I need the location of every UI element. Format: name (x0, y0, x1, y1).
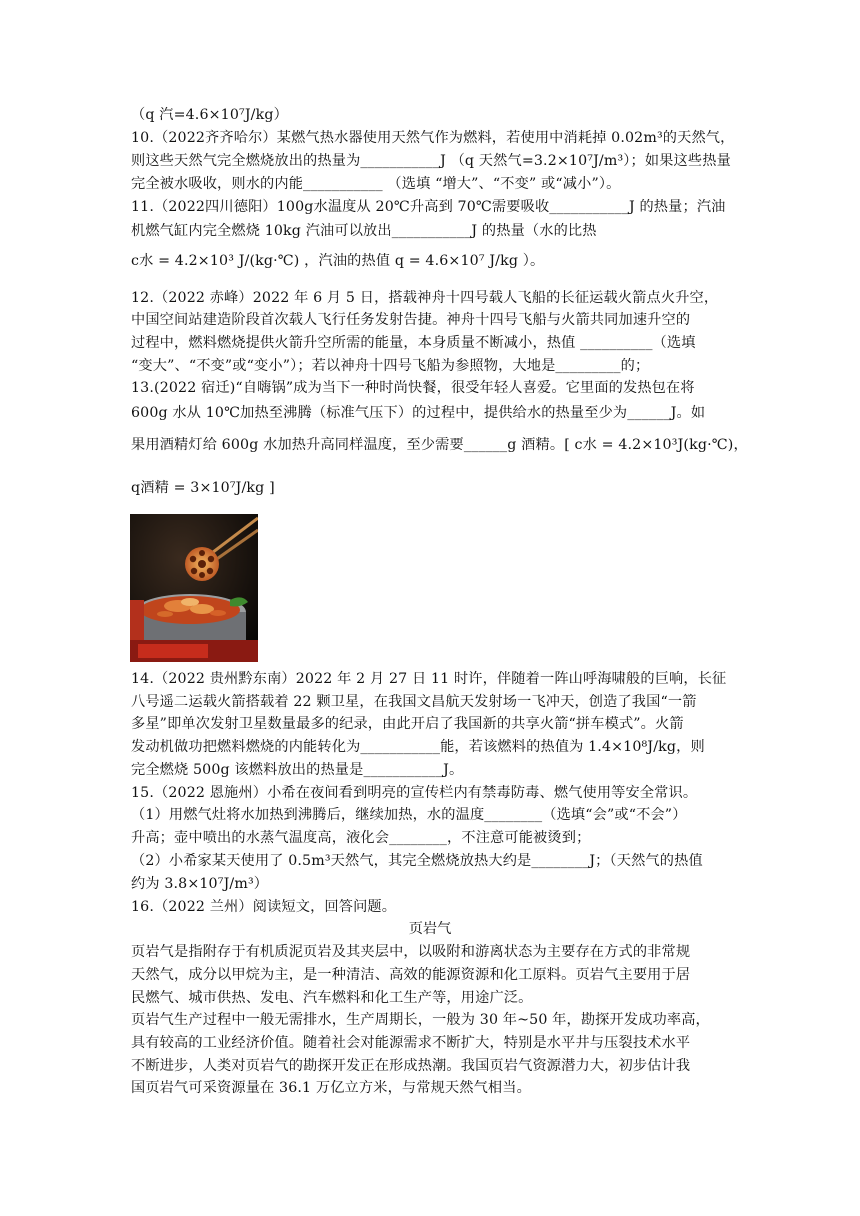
line-12: 13.(2022 宿迁)“自嗨锅”成为当下一种时尚快餐，很受年轻人喜爱。它里面的发热包在将 (131, 380, 695, 396)
line-25: 约为 3.8×10⁷J/m³） (131, 876, 269, 892)
line-22: （1）用燃气灶将水加热到沸腾后，继续加热，水的温度________（选填“会”或“不会”） (131, 807, 687, 823)
line-23: 升高；壶中喷出的水蒸气温度高，液化会________，不注意可能被烫到； (131, 830, 591, 846)
line-05: 11.（2022四川德阳）100g水温度从 20℃升高到 70℃需要吸收___________J 的热量；汽油 (131, 199, 726, 215)
line-19: 发动机做功把燃料燃烧的内能转化为___________能，若该燃料的热值为 1.4×10⁸J/kg，则 (131, 739, 705, 755)
line-33: 国页岩气可采资源量在 36.1 万亿立方米，与常规天然气相当。 (131, 1080, 531, 1096)
line-14: 果用酒精灯给 600g 水加热升高同样温度，至少需要______g 酒精。[ c水 = 4.2×10³J(kg·℃)， (131, 437, 748, 453)
line-11: “变大”、“不变”或“变小”）；若以神舟十四号飞船为参照物，大地是_________的； (131, 358, 650, 374)
line-27: 页岩气是指附存于有机质泥页岩及其夹层中，以吸附和游离状态为主要存在方式的非常规 (131, 944, 691, 960)
line-21: 15.（2022 恩施州）小希在夜间看到明亮的宣传栏内有禁毒防毒、燃气使用等安全常识。 (131, 785, 698, 801)
line-30: 页岩气生产过程中一般无需排水，生产周期长，一般为 30 年~50 年，勘探开发成功率高， (131, 1012, 710, 1028)
line-29: 民燃气、城市供热、发电、汽车燃料和化工生产等，用途广泛。 (131, 990, 533, 1006)
line-09: 中国空间站建造阶段首次载人飞行任务发射告捷。神舟十四号飞船与火箭共同加速升空的 (131, 312, 691, 328)
line-16: 14.（2022 贵州黔东南）2022 年 2 月 27 日 11 时许，伴随着一阵山呼海啸般的巨响，长征 (131, 671, 727, 687)
line-04: 完全被水吸收，则水的内能___________ （选填 “增大”、“不变” 或“减小”）。 (131, 176, 621, 192)
line-01: （q 汽=4.6×10⁷J/kg） (131, 107, 288, 123)
passage-title: 页岩气 (408, 921, 452, 937)
line-20: 完全燃烧 500g 该燃料放出的热量是___________J。 (131, 762, 464, 778)
self-heating-hotpot-photo (130, 514, 258, 662)
line-13: 600g 水从 10℃加热至沸腾（标准气压下）的过程中，提供给水的热量至少为______J。如 (131, 405, 706, 421)
line-28: 天然气，成分以甲烷为主，是一种清洁、高效的能源资源和化工原料。页岩气主要用于居 (131, 967, 691, 983)
line-15: q酒精 = 3×10⁷J/kg ] (131, 480, 275, 496)
line-18: 多星”即单次发射卫星数量最多的纪录，由此开启了我国新的共享火箭“拼车模式”。火箭 (131, 716, 684, 732)
line-02: 10.（2022齐齐哈尔）某燃气热水器使用天然气作为燃料，若使用中消耗掉 0.02m³的天然气， (131, 130, 735, 146)
line-17: 八号遥二运载火箭搭载着 22 颗卫星，在我国文昌航天发射场一飞冲天，创造了我国“一箭 (131, 694, 697, 710)
line-10: 过程中，燃料燃烧提供火箭升空所需的能量，本身质量不断减小，热值 __________（选填 (131, 335, 696, 351)
line-03: 则这些天然气完全燃烧放出的热量为___________J （q 天然气=3.2×10⁷J/m³）；如果这些热量 (131, 153, 731, 169)
line-31: 具有较高的工业经济价值。随着社会对能源需求不断扩大，特别是水平井与压裂技术水平 (131, 1035, 691, 1051)
line-08: 12.（2022 赤峰）2022 年 6 月 5 日，搭载神舟十四号载人飞船的长征运载火箭点火升空， (131, 290, 719, 306)
line-24: （2）小希家某天使用了 0.5m³天然气，其完全燃烧放热大约是________J；（天然气的热值 (131, 853, 703, 869)
line-07: c水 = 4.2×10³ J/(kg·℃) ，汽油的热值 q = 4.6×10⁷ J/kg ）。 (131, 253, 545, 269)
line-32: 不断进步，人类对页岩气的勘探开发正在形成热潮。我国页岩气资源潜力大，初步估计我 (131, 1058, 691, 1074)
line-06: 机燃气缸内完全燃烧 10kg 汽油可以放出___________J 的热量（水的比热 (131, 223, 597, 239)
line-26: 16.（2022 兰州）阅读短文，回答问题。 (131, 899, 397, 915)
